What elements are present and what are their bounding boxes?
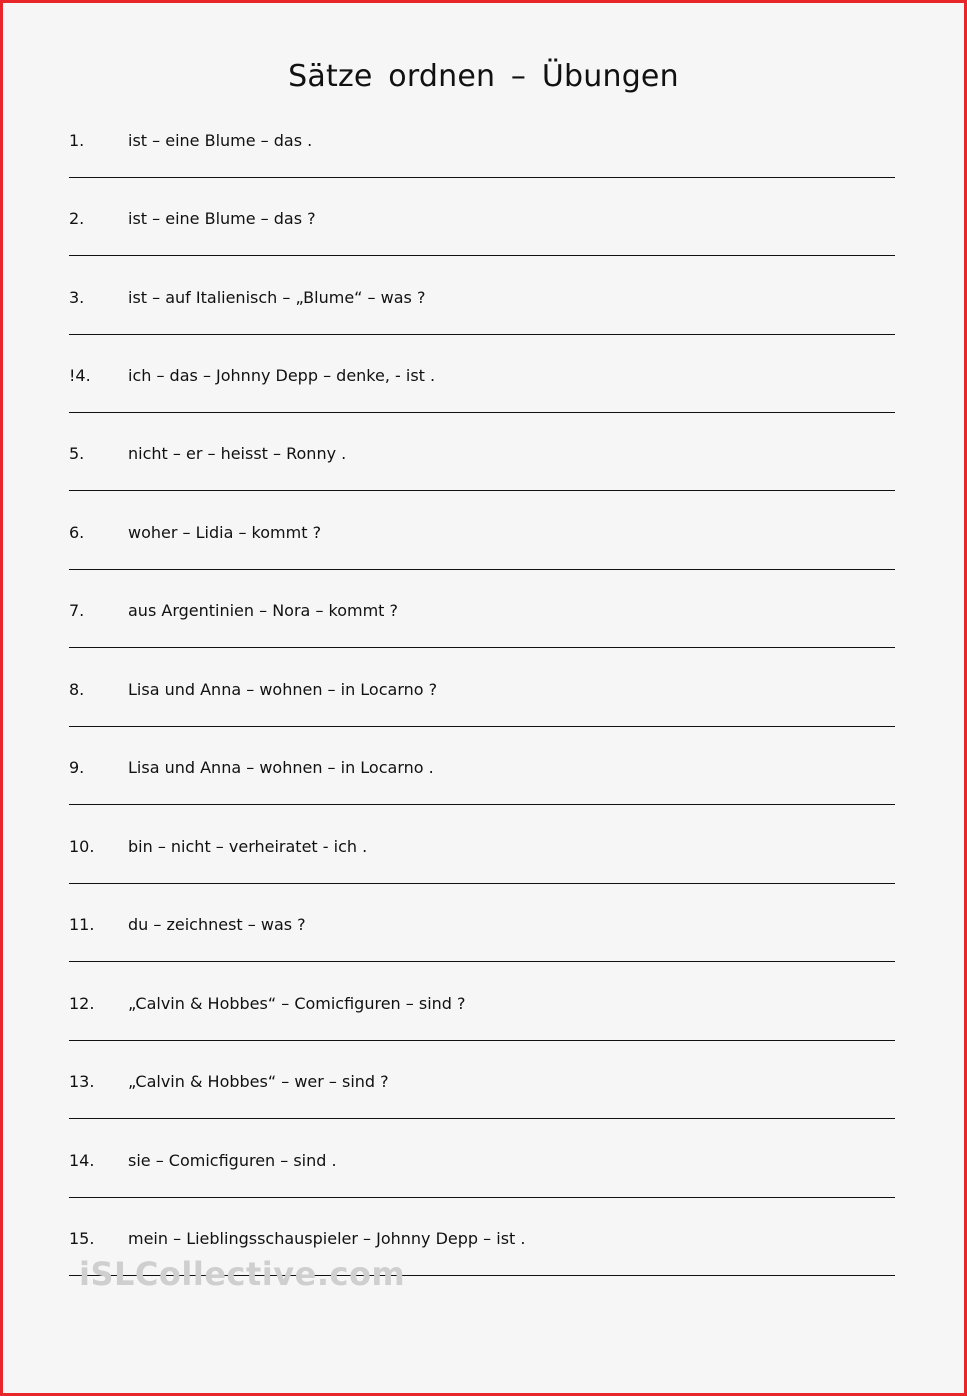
exercise-words: „Calvin & Hobbes“ – Comicfiguren – sind ? (128, 994, 466, 1013)
exercise-item (69, 444, 895, 504)
answer-line[interactable] (69, 961, 895, 962)
exercise-item (69, 837, 895, 897)
exercise-number: 2. (69, 209, 85, 228)
exercise-number: 9. (69, 758, 85, 777)
exercise-number: 14. (69, 1151, 95, 1170)
exercise-words: Lisa und Anna – wohnen – in Locarno ? (128, 680, 438, 699)
exercise-item (69, 758, 895, 818)
exercise-item (69, 601, 895, 661)
exercise-item (69, 1072, 895, 1132)
exercise-number: 11. (69, 915, 95, 934)
answer-line[interactable] (69, 490, 895, 491)
exercise-item (69, 994, 895, 1054)
exercise-number: 5. (69, 444, 85, 463)
exercise-item (69, 288, 895, 348)
exercise-number: 12. (69, 994, 95, 1013)
exercise-item (69, 209, 895, 269)
answer-line[interactable] (69, 569, 895, 570)
exercise-words: „Calvin & Hobbes“ – wer – sind ? (128, 1072, 389, 1091)
exercise-number: 13. (69, 1072, 95, 1091)
exercise-words: du – zeichnest – was ? (128, 915, 306, 934)
answer-line[interactable] (69, 177, 895, 178)
answer-line[interactable] (69, 1118, 895, 1119)
answer-line[interactable] (69, 726, 895, 727)
worksheet-title: Sätze ordnen – Übungen (288, 59, 679, 94)
exercise-item (69, 915, 895, 975)
exercise-number: 8. (69, 680, 85, 699)
answer-line[interactable] (69, 883, 895, 884)
exercise-item (69, 1151, 895, 1211)
answer-line[interactable] (69, 412, 895, 413)
islcollective-watermark: iSLCollective.com (79, 1255, 406, 1293)
exercise-item (69, 680, 895, 740)
exercise-words: sie – Comicfiguren – sind . (128, 1151, 337, 1170)
answer-line[interactable] (69, 1197, 895, 1198)
exercise-words: ist – eine Blume – das ? (128, 209, 316, 228)
exercise-item (69, 131, 895, 191)
answer-line[interactable] (69, 647, 895, 648)
exercise-words: woher – Lidia – kommt ? (128, 523, 322, 542)
exercise-words: ich – das – Johnny Depp – denke, - ist . (128, 366, 436, 385)
exercise-number: 3. (69, 288, 85, 307)
exercise-number: 15. (69, 1229, 95, 1248)
exercise-number: 10. (69, 837, 95, 856)
exercise-number: 7. (69, 601, 85, 620)
answer-line[interactable] (69, 804, 895, 805)
answer-line[interactable] (69, 1040, 895, 1041)
exercise-words: ist – auf Italienisch – „Blume“ – was ? (128, 288, 426, 307)
exercise-words: Lisa und Anna – wohnen – in Locarno . (128, 758, 434, 777)
exercise-list (3, 3, 964, 1393)
exercise-words: mein – Lieblingsschauspieler – Johnny Depp – ist . (128, 1229, 526, 1248)
answer-line[interactable] (69, 255, 895, 256)
exercise-item (69, 366, 895, 426)
answer-line[interactable] (69, 334, 895, 335)
exercise-words: nicht – er – heisst – Ronny . (128, 444, 347, 463)
exercise-number: 1. (69, 131, 85, 150)
exercise-item (69, 523, 895, 583)
exercise-words: aus Argentinien – Nora – kommt ? (128, 601, 399, 620)
exercise-words: ist – eine Blume – das . (128, 131, 313, 150)
exercise-number: 6. (69, 523, 85, 542)
exercise-number: !4. (69, 366, 91, 385)
exercise-words: bin – nicht – verheiratet - ich . (128, 837, 368, 856)
